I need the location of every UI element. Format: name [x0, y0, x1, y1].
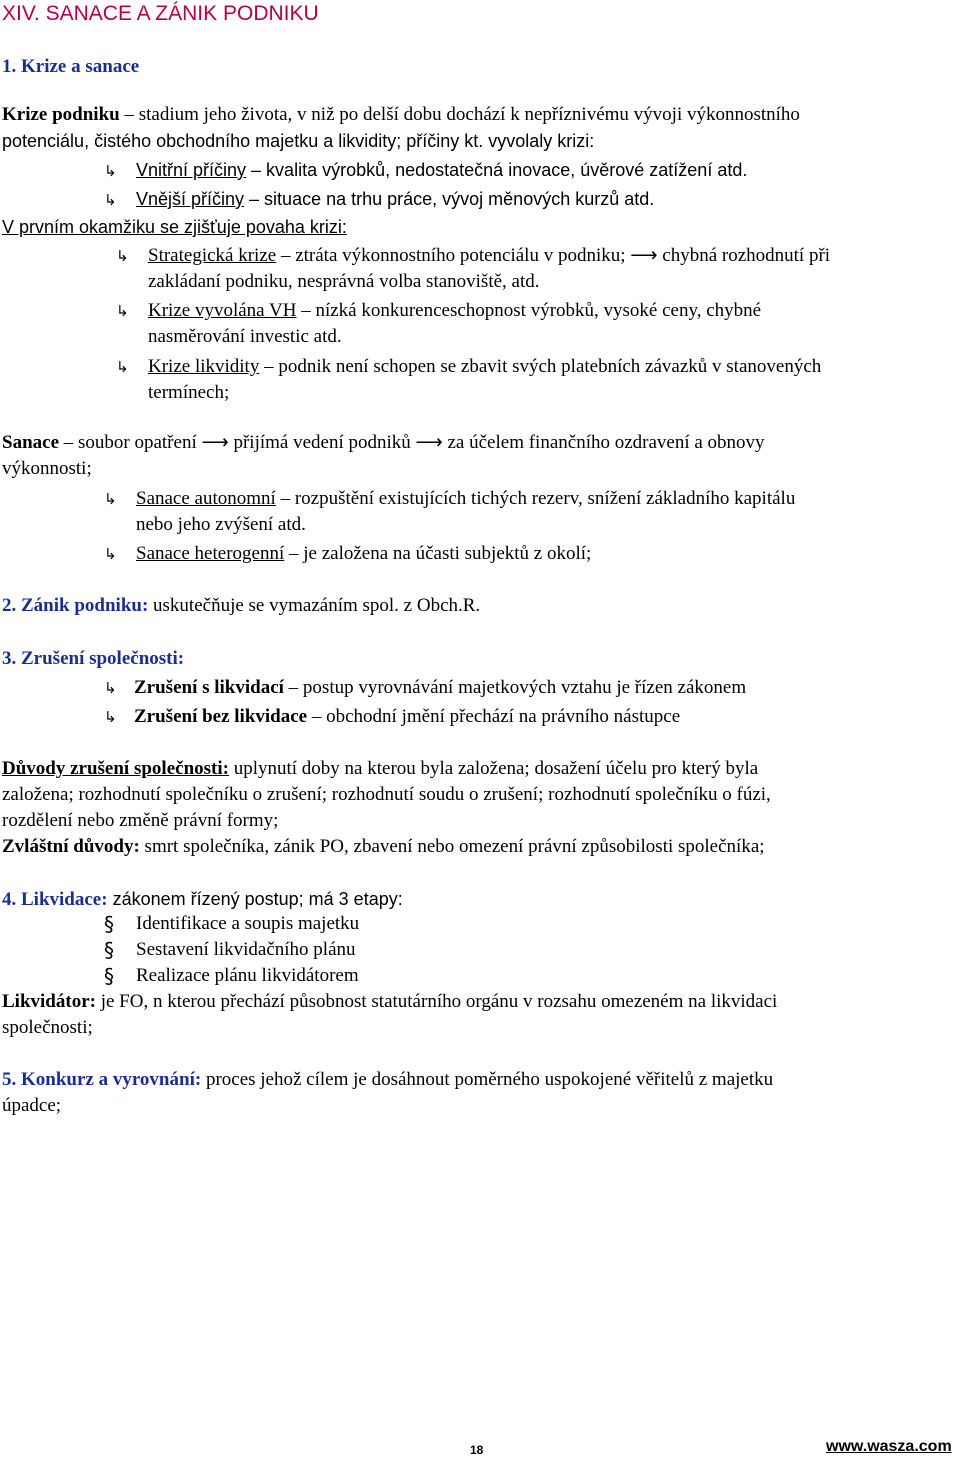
arrow-bullet-icon: ↳ — [116, 247, 129, 265]
likvidator-paragraph — [2, 989, 958, 1041]
zvlastni-term: Zvláštní důvody: — [2, 836, 140, 857]
cause-item — [104, 157, 748, 184]
arrow-bullet-icon: ↳ — [104, 708, 117, 726]
sanace-type-item — [104, 486, 796, 535]
section-sign-icon: § — [104, 964, 114, 988]
section-5-line2: úpadce; — [2, 1095, 62, 1116]
duvody-term: Důvody zrušení společnosti: — [2, 758, 229, 779]
krize-term: Krize podniku — [2, 104, 120, 125]
duvody-line1: uplynutí doby na kterou byla založena; dosažení účelu pro který byla — [228, 758, 759, 779]
cause-term: Vnější příčiny — [136, 189, 245, 209]
likvidace-step-text: Identifikace a soupis majetku — [136, 913, 360, 934]
duvody-line3: rozdělení nebo změně právní formy; — [2, 810, 279, 831]
cause-term: Vnitřní příčiny — [136, 160, 247, 180]
crisis-type-line2: zakládaní podniku, nesprávná volba stanoviště, atd. — [148, 271, 540, 292]
krize-line1: – stadium jeho života, v niž po delší dobu dochází k nepříznivému vývoji výkonnostního — [119, 104, 800, 125]
section-3-heading: 3. Zrušení společnosti: — [2, 648, 185, 669]
arrow-bullet-icon: ↳ — [104, 679, 117, 697]
page-number: 18 — [470, 1443, 484, 1457]
crisis-type-item — [116, 243, 831, 292]
crisis-type-item — [116, 354, 822, 403]
likvidace-step-text: Sestavení likvidačního plánu — [136, 939, 356, 960]
sanace-paragraph — [2, 430, 958, 482]
crisis-type-line1: – podnik není schopen se zbavit svých platebních závazků v stanovených — [259, 356, 822, 377]
section-sign-icon: § — [104, 912, 114, 936]
crisis-type-line1: – ztráta výkonnostního potenciálu v podniku; ⟶ chybná rozhodnutí při — [276, 245, 831, 266]
sanace-type-line2: nebo jeho zvýšení atd. — [136, 514, 306, 535]
section-4-text: zákonem řízený postup; má 3 etapy: — [107, 889, 403, 909]
likvidator-term: Likvidátor: — [2, 991, 96, 1012]
section-sign-icon: § — [104, 938, 114, 962]
sanace-term: Sanace — [2, 432, 59, 453]
likvidace-step — [104, 911, 360, 939]
zruseni-term: Zrušení bez likvidace — [134, 706, 308, 727]
section-1-heading: 1. Krize a sanace — [2, 56, 140, 77]
crisis-type-term: Krize vyvolána VH — [148, 300, 297, 321]
section-5-line1: proces jehož cílem je dosáhnout poměrného uspokojené věřitelů z majetku — [201, 1069, 774, 1090]
page-title: XIV. SANACE A ZÁNIK PODNIKU — [2, 2, 319, 25]
section-2 — [2, 593, 480, 619]
zruseni-item — [104, 675, 747, 701]
likvidator-line1: je FO, n kterou přechází působnost statutárního orgánu v rozsahu omezeném na likvidaci — [95, 991, 778, 1012]
zvlastni-text: smrt společníka, zánik PO, zbavení nebo omezení právní způsobilosti společníka; — [139, 836, 765, 857]
crisis-type-item — [116, 298, 762, 347]
arrow-bullet-icon: ↳ — [116, 358, 129, 376]
sanace-type-line1: – je založena na účasti subjektů z okolí; — [284, 543, 592, 564]
arrow-bullet-icon: ↳ — [104, 545, 117, 563]
arrow-bullet-icon: ↳ — [104, 162, 117, 180]
arrow-bullet-icon: ↳ — [116, 302, 129, 320]
krize-paragraph — [2, 102, 958, 154]
crisis-type-term: Strategická krize — [148, 245, 277, 266]
sanace-type-item — [104, 541, 592, 567]
duvody-line2: založena; rozhodnutí společníku o zrušení; rozhodnutí soudu o zrušení; rozhodnutí společníku o fúzi, — [2, 784, 771, 805]
likvidator-line2: společnosti; — [2, 1017, 93, 1038]
povaha-krize-line: V prvním okamžiku se zjišťuje povaha krizi: — [2, 217, 347, 237]
likvidace-step — [104, 937, 356, 965]
likvidace-step — [104, 963, 359, 991]
cause-text: – kvalita výrobků, nedostatečná inovace, úvěrové zatížení atd. — [246, 160, 748, 180]
zruseni-term: Zrušení s likvidací — [134, 677, 284, 698]
section-4 — [2, 886, 403, 913]
duvody-paragraph — [2, 756, 958, 860]
arrow-bullet-icon: ↳ — [104, 191, 117, 209]
likvidace-step-text: Realizace plánu likvidátorem — [136, 965, 359, 986]
section-5-heading: 5. Konkurz a vyrovnání: — [2, 1069, 202, 1090]
section-2-heading: 2. Zánik podniku: — [2, 595, 149, 616]
crisis-type-line1: – nízká konkurenceschopnost výrobků, vysoké ceny, chybné — [296, 300, 762, 321]
sanace-type-term: Sanace heterogenní — [136, 543, 285, 564]
zruseni-text: – postup vyrovnávání majetkových vztahu je řízen zákonem — [283, 677, 747, 698]
krize-line2: potenciálu, čistého obchodního majetku a likvidity; příčiny kt. vyvolaly krizi: — [2, 131, 595, 151]
sanace-line1: – soubor opatření ⟶ přijímá vedení podniků ⟶ za účelem finančního ozdravení a obnovy — [59, 432, 765, 453]
crisis-type-term: Krize likvidity — [148, 356, 260, 377]
cause-text: – situace na trhu práce, vývoj měnových kurzů atd. — [244, 189, 655, 209]
section-2-text: uskutečňuje se vymazáním spol. z Obch.R. — [148, 595, 481, 616]
crisis-type-line2: nasměrování investic atd. — [148, 326, 342, 347]
zruseni-text: – obchodní jmění přechází na právního nástupce — [307, 706, 681, 727]
zruseni-item — [104, 704, 681, 730]
sanace-type-term: Sanace autonomní — [136, 488, 276, 509]
section-4-heading: 4. Likvidace: — [2, 889, 108, 910]
sanace-line2: výkonnosti; — [2, 458, 92, 479]
crisis-type-line2: termínech; — [148, 382, 230, 403]
cause-item — [104, 186, 655, 213]
section-5 — [2, 1067, 958, 1119]
sanace-type-line1: – rozpuštění existujících tichých rezerv, snížení základního kapitálu — [275, 488, 796, 509]
arrow-bullet-icon: ↳ — [104, 490, 117, 508]
website-link[interactable]: www.wasza.com — [826, 1438, 952, 1455]
